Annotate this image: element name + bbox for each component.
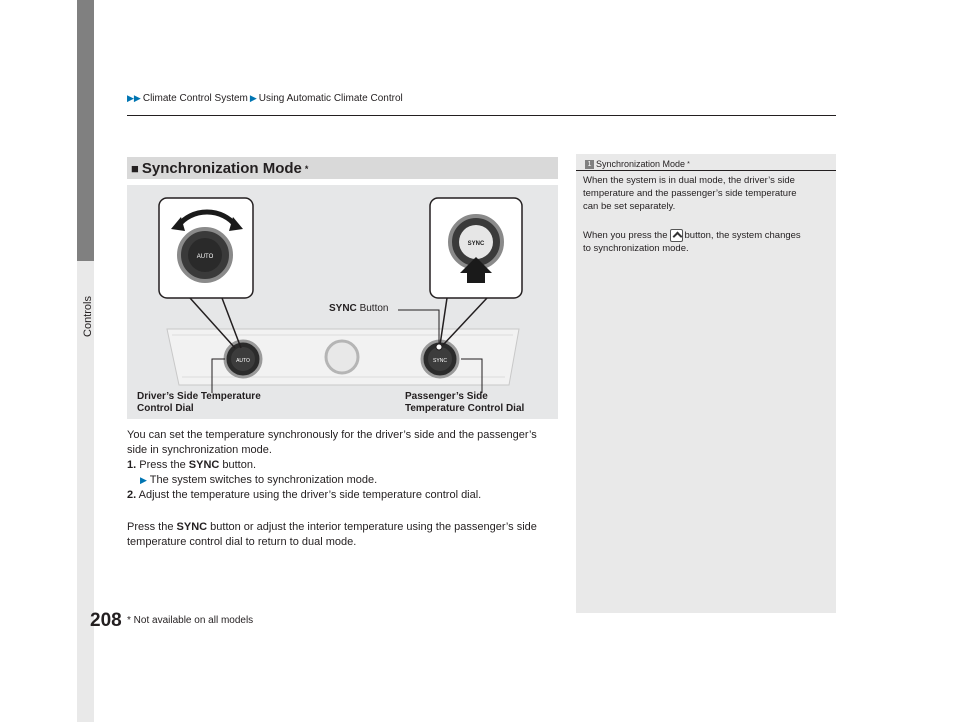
step-2: 2. Adjust the temperature using the driver’s side temperature control dial.: [127, 489, 482, 501]
side-tab-label: Controls: [82, 296, 94, 337]
breadcrumb: [127, 93, 403, 104]
sync-button-icon: [670, 229, 683, 242]
passenger-dial-label: Passenger’s Side Temperature Control Dial: [405, 391, 525, 414]
svg-text:AUTO: AUTO: [236, 358, 250, 364]
page-number: 208: [90, 610, 122, 631]
header-rule: [127, 115, 836, 116]
outro-paragraph: Press the SYNC button or adjust the interior temperature using the passenger’s side temperature control dial to return to dual mode.: [127, 521, 537, 548]
footnote: * Not available on all models: [127, 615, 254, 626]
note-title: 1 Synchronization Mode *: [585, 159, 690, 169]
side-tab-dark: [77, 0, 94, 261]
section-heading: [127, 157, 558, 179]
center-knob-icon: [326, 341, 358, 373]
section-marker: ■: [131, 161, 139, 176]
breadcrumb-item-climate[interactable]: Climate Control System: [142, 93, 248, 104]
result-arrow-icon: ▶: [140, 475, 147, 485]
intro-paragraph: You can set the temperature synchronously for the driver’s side and the passenger’s side in synchronization mode.: [127, 429, 537, 456]
note-rule: [576, 170, 836, 171]
breadcrumb-arrow-icon: ▶: [249, 93, 257, 103]
breadcrumb-item-automatic[interactable]: Using Automatic Climate Control: [258, 93, 403, 104]
note-panel: [576, 154, 836, 613]
note-paragraph-2: When you press the button, the system changes to synchronization mode.: [583, 230, 801, 255]
climate-panel-illustration: [127, 185, 558, 419]
section-star: *: [304, 163, 309, 174]
svg-text:SYNC: SYNC: [467, 241, 485, 247]
driver-dial-label: Driver’s Side Temperature Control Dial: [137, 391, 261, 414]
step-1: 1. Press the SYNC button.: [127, 459, 257, 471]
note-number-badge: 1: [585, 160, 594, 169]
breadcrumb-arrow-icon: ▶▶: [127, 93, 141, 103]
note-paragraph-1: When the system is in dual mode, the driver’s side temperature and the passenger’s side temperature can be set separately.: [583, 175, 797, 212]
step-1-result: ▶ The system switches to synchronization mode.: [140, 474, 378, 486]
section-title: Synchronization Mode: [141, 160, 302, 177]
sync-button-label: SYNC Button: [329, 303, 389, 314]
climate-panel-figure: [127, 185, 558, 419]
svg-text:SYNC: SYNC: [433, 358, 447, 364]
svg-text:AUTO: AUTO: [196, 254, 214, 260]
